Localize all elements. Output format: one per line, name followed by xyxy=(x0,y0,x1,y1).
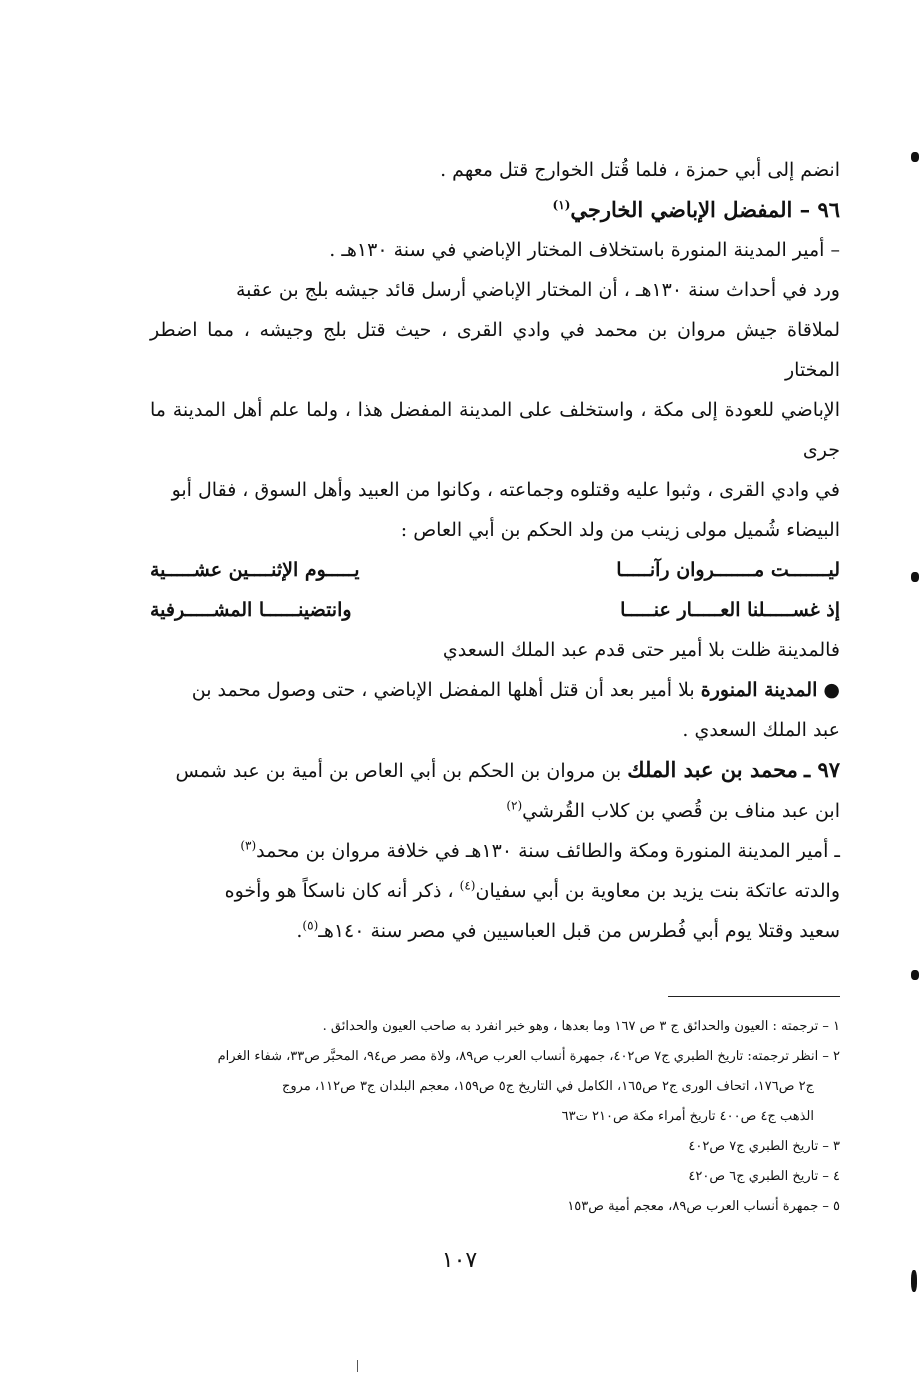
poem-hemistich: ليـــــــت مـــــــروان رآنـــــا xyxy=(616,559,840,581)
body-line: البيضاء شُميل مولى زينب من ولد الحكم بن أبي العاص : xyxy=(400,519,840,541)
footnote-continuation: ج٢ ص١٧٦، اتحاف الورى ج٢ ص١٦٥، الكامل في التاريخ ج٥ ص١٥٩، معجم البلدان ج٣ ص١١٢، مروج xyxy=(281,1079,814,1094)
poem-hemistich: وانتضينــــــا المشـــــرفية xyxy=(150,599,352,621)
body-line: والدته عاتكة بنت يزيد بن معاوية بن أبي سفيان$^{(٤)}$ ، ذكر أنه كان ناسكاً هو وأخوه xyxy=(224,878,840,902)
footnote: ١ – ترجمته : العيون والحدائق ج ٣ ص ١٦٧ وما بعدها ، وهو خبر انفرد به صاحب العيون والحدائق . xyxy=(322,1019,840,1034)
scan-mark xyxy=(357,1360,358,1372)
poem-verse xyxy=(150,590,840,630)
body-line: فالمدينة ظلت بلا أمير حتى قدم عبد الملك السعدي xyxy=(442,639,840,661)
bullet-line: ● المدينة المنورة بلا أمير بعد أن قتل أهلها المفضل الإباضي ، حتى وصول محمد بن xyxy=(191,679,840,701)
footnote: ٣ – تاريخ الطبري ج٧ ص٤٠٢ xyxy=(688,1139,840,1154)
footnote-divider xyxy=(668,996,840,997)
footnote: ٥ – جمهرة أنساب العرب ص٨٩، معجم أمية ص١٥٣ xyxy=(567,1199,840,1214)
footnote-continuation: الذهب ج٤ ص٤٠٠ تاريخ أمراء مكة ص٢١٠ ت٦٣ xyxy=(561,1109,814,1124)
poem-hemistich: إذ غســـــلنا العـــــار عنـــــا xyxy=(620,599,840,621)
body-line: ورد في أحداث سنة ١٣٠هـ ، أن المختار الإباضي أرسل قائد جيشه بلج بن عقبة xyxy=(235,279,840,301)
footnotes xyxy=(150,1012,840,1222)
poem-verse xyxy=(150,550,840,590)
poem-hemistich: يـــــوم الإثنــــين عشـــــية xyxy=(150,559,360,581)
footnote: ٢ – انظر ترجمته: تاريخ الطبري ج٧ ص٤٠٢، جمهرة أنساب العرب ص٨٩، ولاة مصر ص٩٤، المحبَّر ص٣٣، شفاء الغرام xyxy=(217,1049,840,1064)
poem xyxy=(150,550,840,630)
bullet-icon: ● xyxy=(823,679,840,701)
body-line: ابن عبد مناف بن قُصي بن كلاب القُرشي$^{(٢)}$ xyxy=(506,798,840,822)
entry-96-heading: ٩٦ – المفضل الإباضي الخارجي$^{(١)}$ xyxy=(552,197,840,222)
footnote: ٤ – تاريخ الطبري ج٦ ص٤٢٠ xyxy=(688,1169,840,1184)
binding-hole-mark xyxy=(911,1270,917,1292)
bullet-title: المدينة المنورة xyxy=(700,679,818,701)
entry-97-heading: ٩٧ ـ محمد بن عبد الملك بن مروان بن الحكم بن أبي العاص بن أمية بن عبد شمس xyxy=(175,757,840,782)
binding-hole-mark xyxy=(911,152,919,162)
binding-hole-mark xyxy=(911,970,919,980)
entry-97-name: محمد بن عبد الملك xyxy=(627,757,798,782)
body-line: ـ أمير المدينة المنورة ومكة والطائف سنة ١٣٠هـ في خلافة مروان بن محمد$^{(٣)}$ xyxy=(240,838,840,862)
body-line: الإباضي للعودة إلى مكة ، واستخلف على المدينة المفضل هذا ، ولما علم أهل المدينة ما جرى xyxy=(150,399,840,461)
body-line: سعيد وقتلا يوم أبي فُطرس من قبل العباسيين في مصر سنة ١٤٠هـ$^{(٥)}$. xyxy=(296,918,840,942)
body-line: – أمير المدينة المنورة باستخلاف المختار الإباضي في سنة ١٣٠هـ . xyxy=(329,239,840,261)
binding-hole-mark xyxy=(911,572,919,582)
main-text xyxy=(150,150,840,951)
body-line: لملاقاة جيش مروان بن محمد في وادي القرى ، حيث قتل بلج وجيشه ، مما اضطر المختار xyxy=(150,319,840,381)
body-line: عبد الملك السعدي . xyxy=(682,719,840,741)
body-line: انضم إلى أبي حمزة ، فلما قُتل الخوارج قتل معهم . xyxy=(440,159,840,181)
body-line: في وادي القرى ، وثبوا عليه وقتلوه وجماعته ، وكانوا من العبيد وأهل السوق ، فقال أبو xyxy=(171,479,840,501)
page-number: ١٠٧ xyxy=(441,1248,478,1273)
